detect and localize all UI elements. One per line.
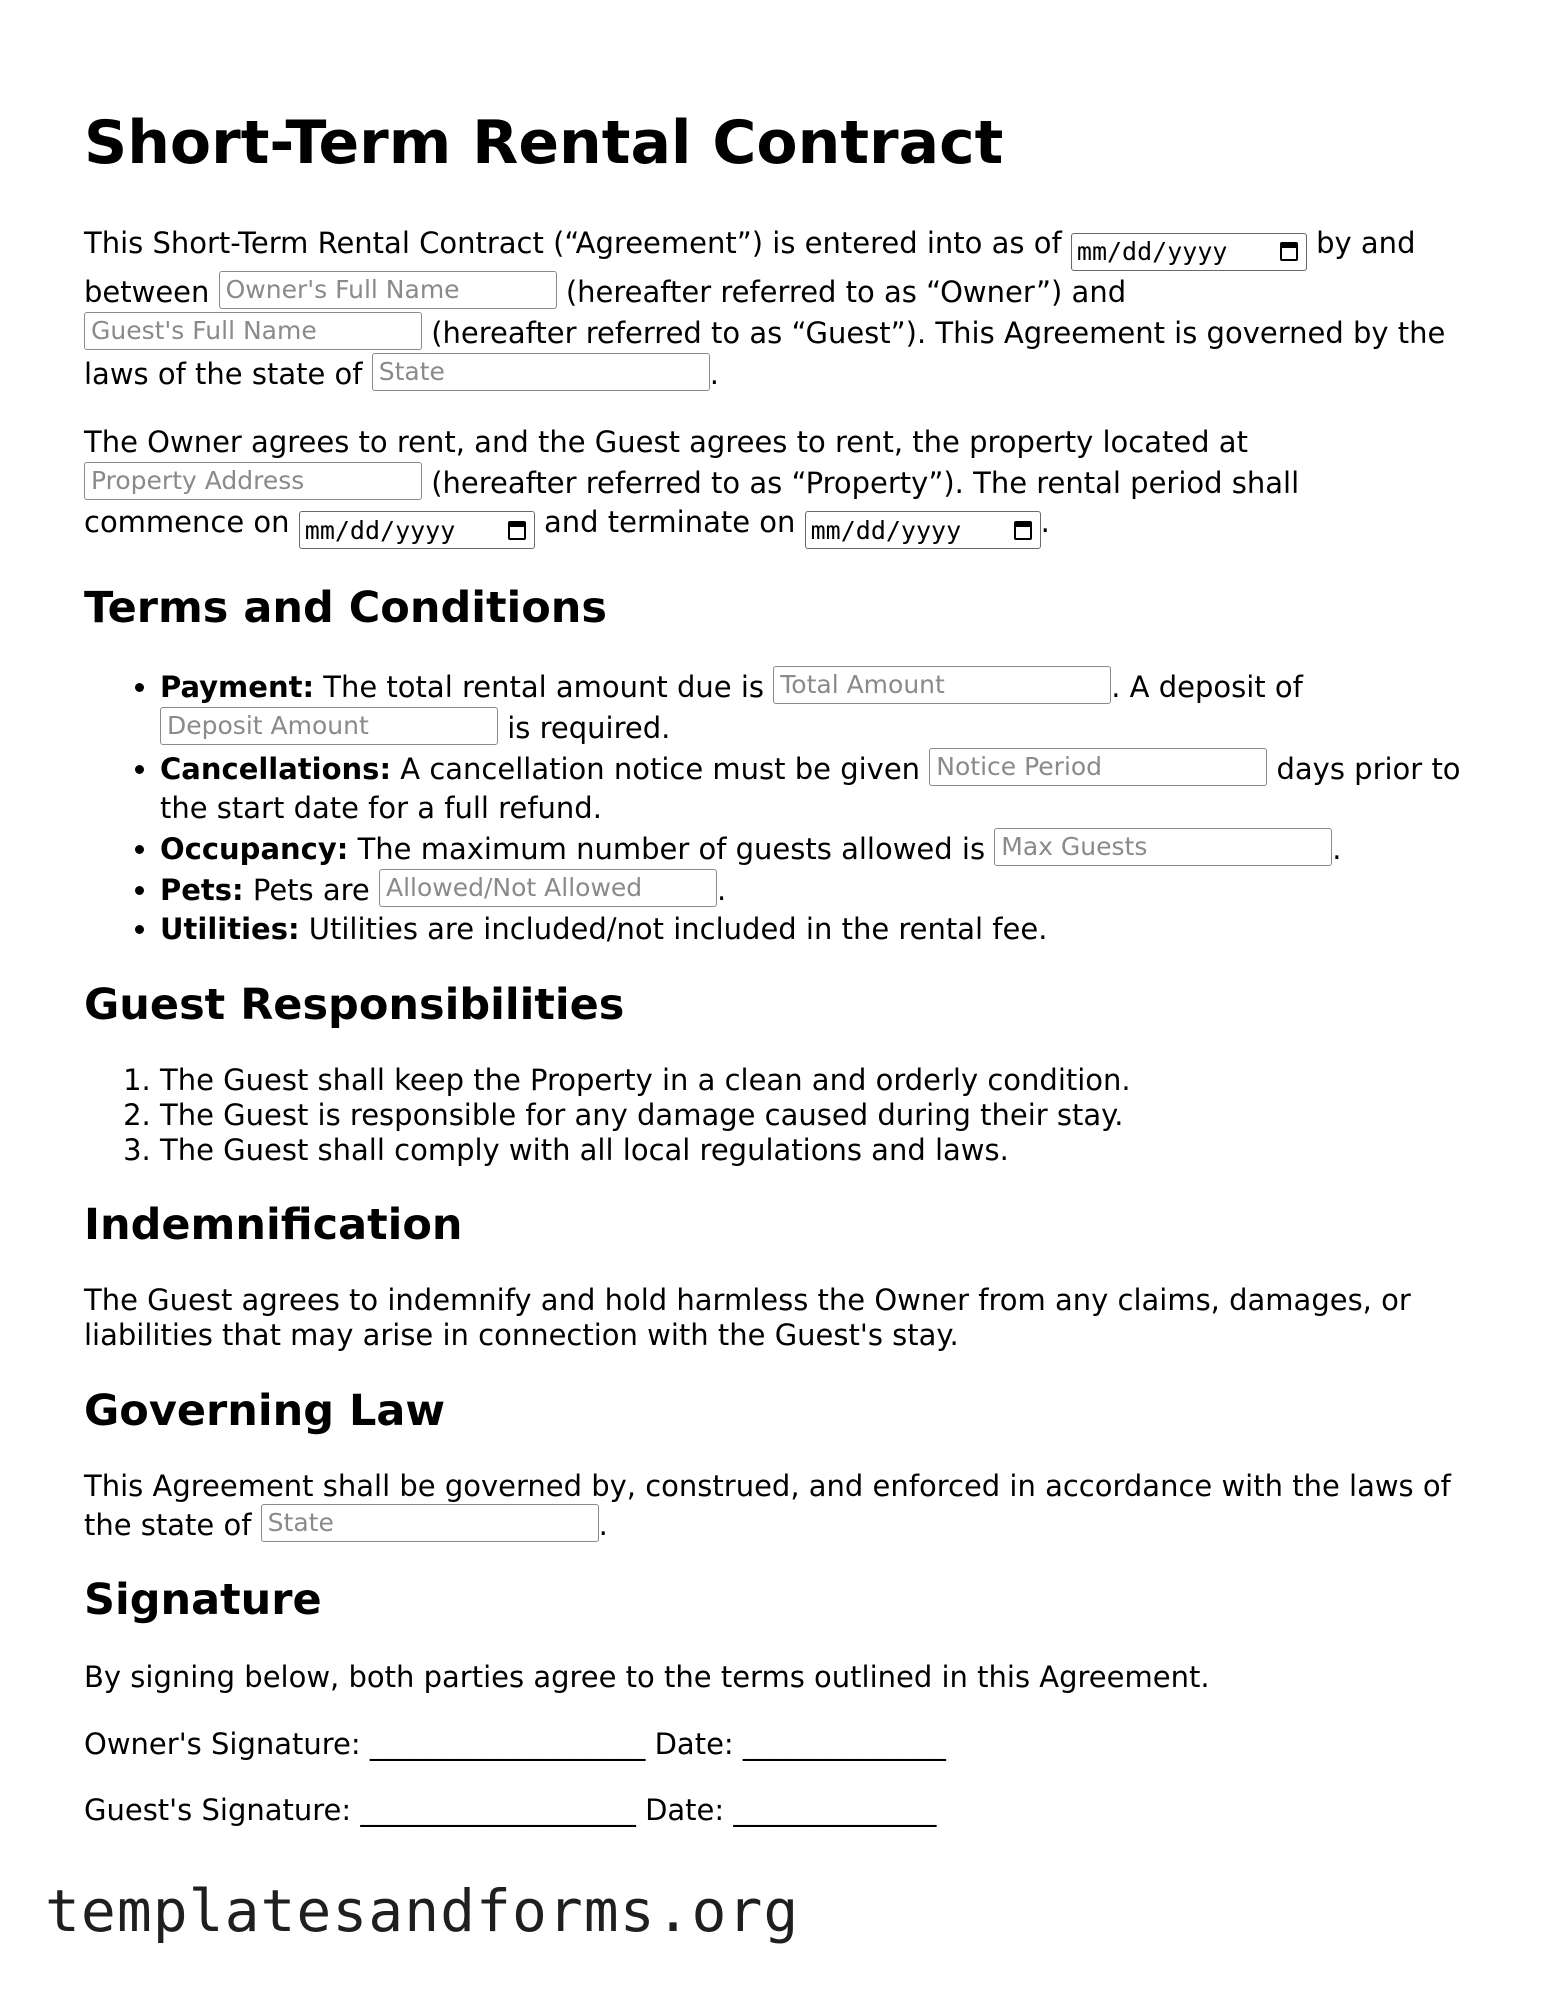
property-text-3: and terminate on <box>543 504 796 539</box>
term-pets <box>160 869 1464 910</box>
start-date-input[interactable] <box>299 511 535 549</box>
end-date-input[interactable] <box>805 511 1041 549</box>
term-cancellations-label: Cancellations: <box>160 752 392 786</box>
term-cancellations-text-1: A cancellation notice must be given <box>400 752 921 786</box>
page-title: Short-Term Rental Contract <box>84 108 1004 178</box>
max-guests-input[interactable]: Max Guests <box>994 828 1332 866</box>
guest-signature-line: Guest's Signature: ___________________ Date: ______________ <box>84 1793 937 1827</box>
intro-text-1: This Short-Term Rental Contract (“Agreement”) is entered into as of <box>84 226 1062 260</box>
deposit-amount-input[interactable]: Deposit Amount <box>160 707 498 745</box>
responsibility-item: 1. The Guest shall keep the Property in a clean and orderly condition. <box>160 1063 1464 1098</box>
term-utilities-label: Utilities: <box>160 912 300 946</box>
notice-period-input[interactable]: Notice Period <box>929 748 1267 786</box>
intro-text-4: (hereafter referred to as “Guest”). This Agreement is governed by the laws of the state of <box>84 315 1446 391</box>
signature-text: By signing below, both parties agree to the terms outlined in this Agreement. <box>84 1660 1210 1694</box>
watermark: templatesandforms.org <box>45 1877 800 1945</box>
contract-page <box>84 0 1464 1829</box>
owner-signature-line: Owner's Signature: ___________________ Date: ______________ <box>84 1727 946 1761</box>
calendar-icon[interactable] <box>1280 242 1298 261</box>
calendar-icon[interactable] <box>1014 521 1032 540</box>
intro-text-2: by and between <box>84 226 1416 309</box>
term-occupancy-text-2: . <box>1332 832 1342 866</box>
term-pets-text-1: Pets are <box>252 873 370 907</box>
responsibility-item: 3. The Guest shall comply with all local regulations and laws. <box>160 1133 1464 1168</box>
intro-text-5: . <box>709 356 719 391</box>
term-payment-text-1: The total rental amount due is <box>323 670 765 704</box>
term-payment-label: Payment: <box>160 670 315 704</box>
term-utilities <box>160 910 1464 949</box>
governing-law-text-2: . <box>598 1508 608 1542</box>
guest-name-input[interactable]: Guest's Full Name <box>84 312 422 350</box>
start-date-placeholder: mm/dd/yyyy <box>304 515 456 545</box>
property-paragraph <box>84 423 1464 550</box>
term-occupancy <box>160 828 1464 869</box>
term-occupancy-text-1: The maximum number of guests allowed is <box>357 832 986 866</box>
intro-text-3: (hereafter referred to as “Owner”) and <box>565 274 1127 309</box>
state-input[interactable]: State <box>372 353 710 391</box>
total-amount-input[interactable]: Total Amount <box>773 666 1111 704</box>
agreement-date-input[interactable] <box>1071 233 1307 271</box>
governing-law-heading: Governing Law <box>84 1386 446 1436</box>
term-cancellations-text-2: days prior to the start date for a full refund. <box>160 752 1461 825</box>
property-address-input[interactable]: Property Address <box>84 462 422 500</box>
term-pets-label: Pets: <box>160 873 244 907</box>
governing-state-input[interactable]: State <box>261 1504 599 1542</box>
term-utilities-text: Utilities are included/not included in the rental fee. <box>308 912 1048 946</box>
term-payment-text-2: . A deposit of <box>1111 670 1303 704</box>
term-pets-text-2: . <box>717 873 727 907</box>
indemnification-text: The Guest agrees to indemnify and hold harmless the Owner from any claims, damages, or liabilities that may arise in connection with the Guest's stay. <box>84 1283 1411 1352</box>
term-payment-text-3: is required. <box>507 711 671 745</box>
pets-input[interactable]: Allowed/Not Allowed <box>379 869 717 907</box>
responsibility-item: 2. The Guest is responsible for any damage caused during their stay. <box>160 1098 1464 1133</box>
term-occupancy-label: Occupancy: <box>160 832 349 866</box>
responsibilities-heading: Guest Responsibilities <box>84 980 625 1030</box>
responsibilities-list <box>84 1063 1464 1168</box>
owner-name-input[interactable]: Owner's Full Name <box>219 271 557 309</box>
property-text-2: (hereafter referred to as “Property”). The rental period shall commence on <box>84 465 1300 539</box>
term-cancellations <box>160 748 1464 828</box>
governing-law-paragraph <box>84 1468 1464 1543</box>
intro-paragraph <box>84 224 1464 394</box>
property-text-1: The Owner agrees to rent, and the Guest agrees to rent, the property located at <box>84 424 1248 459</box>
signature-heading: Signature <box>84 1575 322 1625</box>
terms-list <box>84 666 1464 949</box>
terms-heading: Terms and Conditions <box>84 583 608 633</box>
calendar-icon[interactable] <box>508 521 526 540</box>
property-text-4: . <box>1040 504 1050 539</box>
term-payment <box>160 666 1464 748</box>
indemnification-heading: Indemnification <box>84 1200 463 1250</box>
end-date-placeholder: mm/dd/yyyy <box>810 515 962 545</box>
agreement-date-placeholder: mm/dd/yyyy <box>1076 237 1228 266</box>
governing-law-text-1: This Agreement shall be governed by, construed, and enforced in accordance with the laws of the state of <box>84 1469 1451 1542</box>
